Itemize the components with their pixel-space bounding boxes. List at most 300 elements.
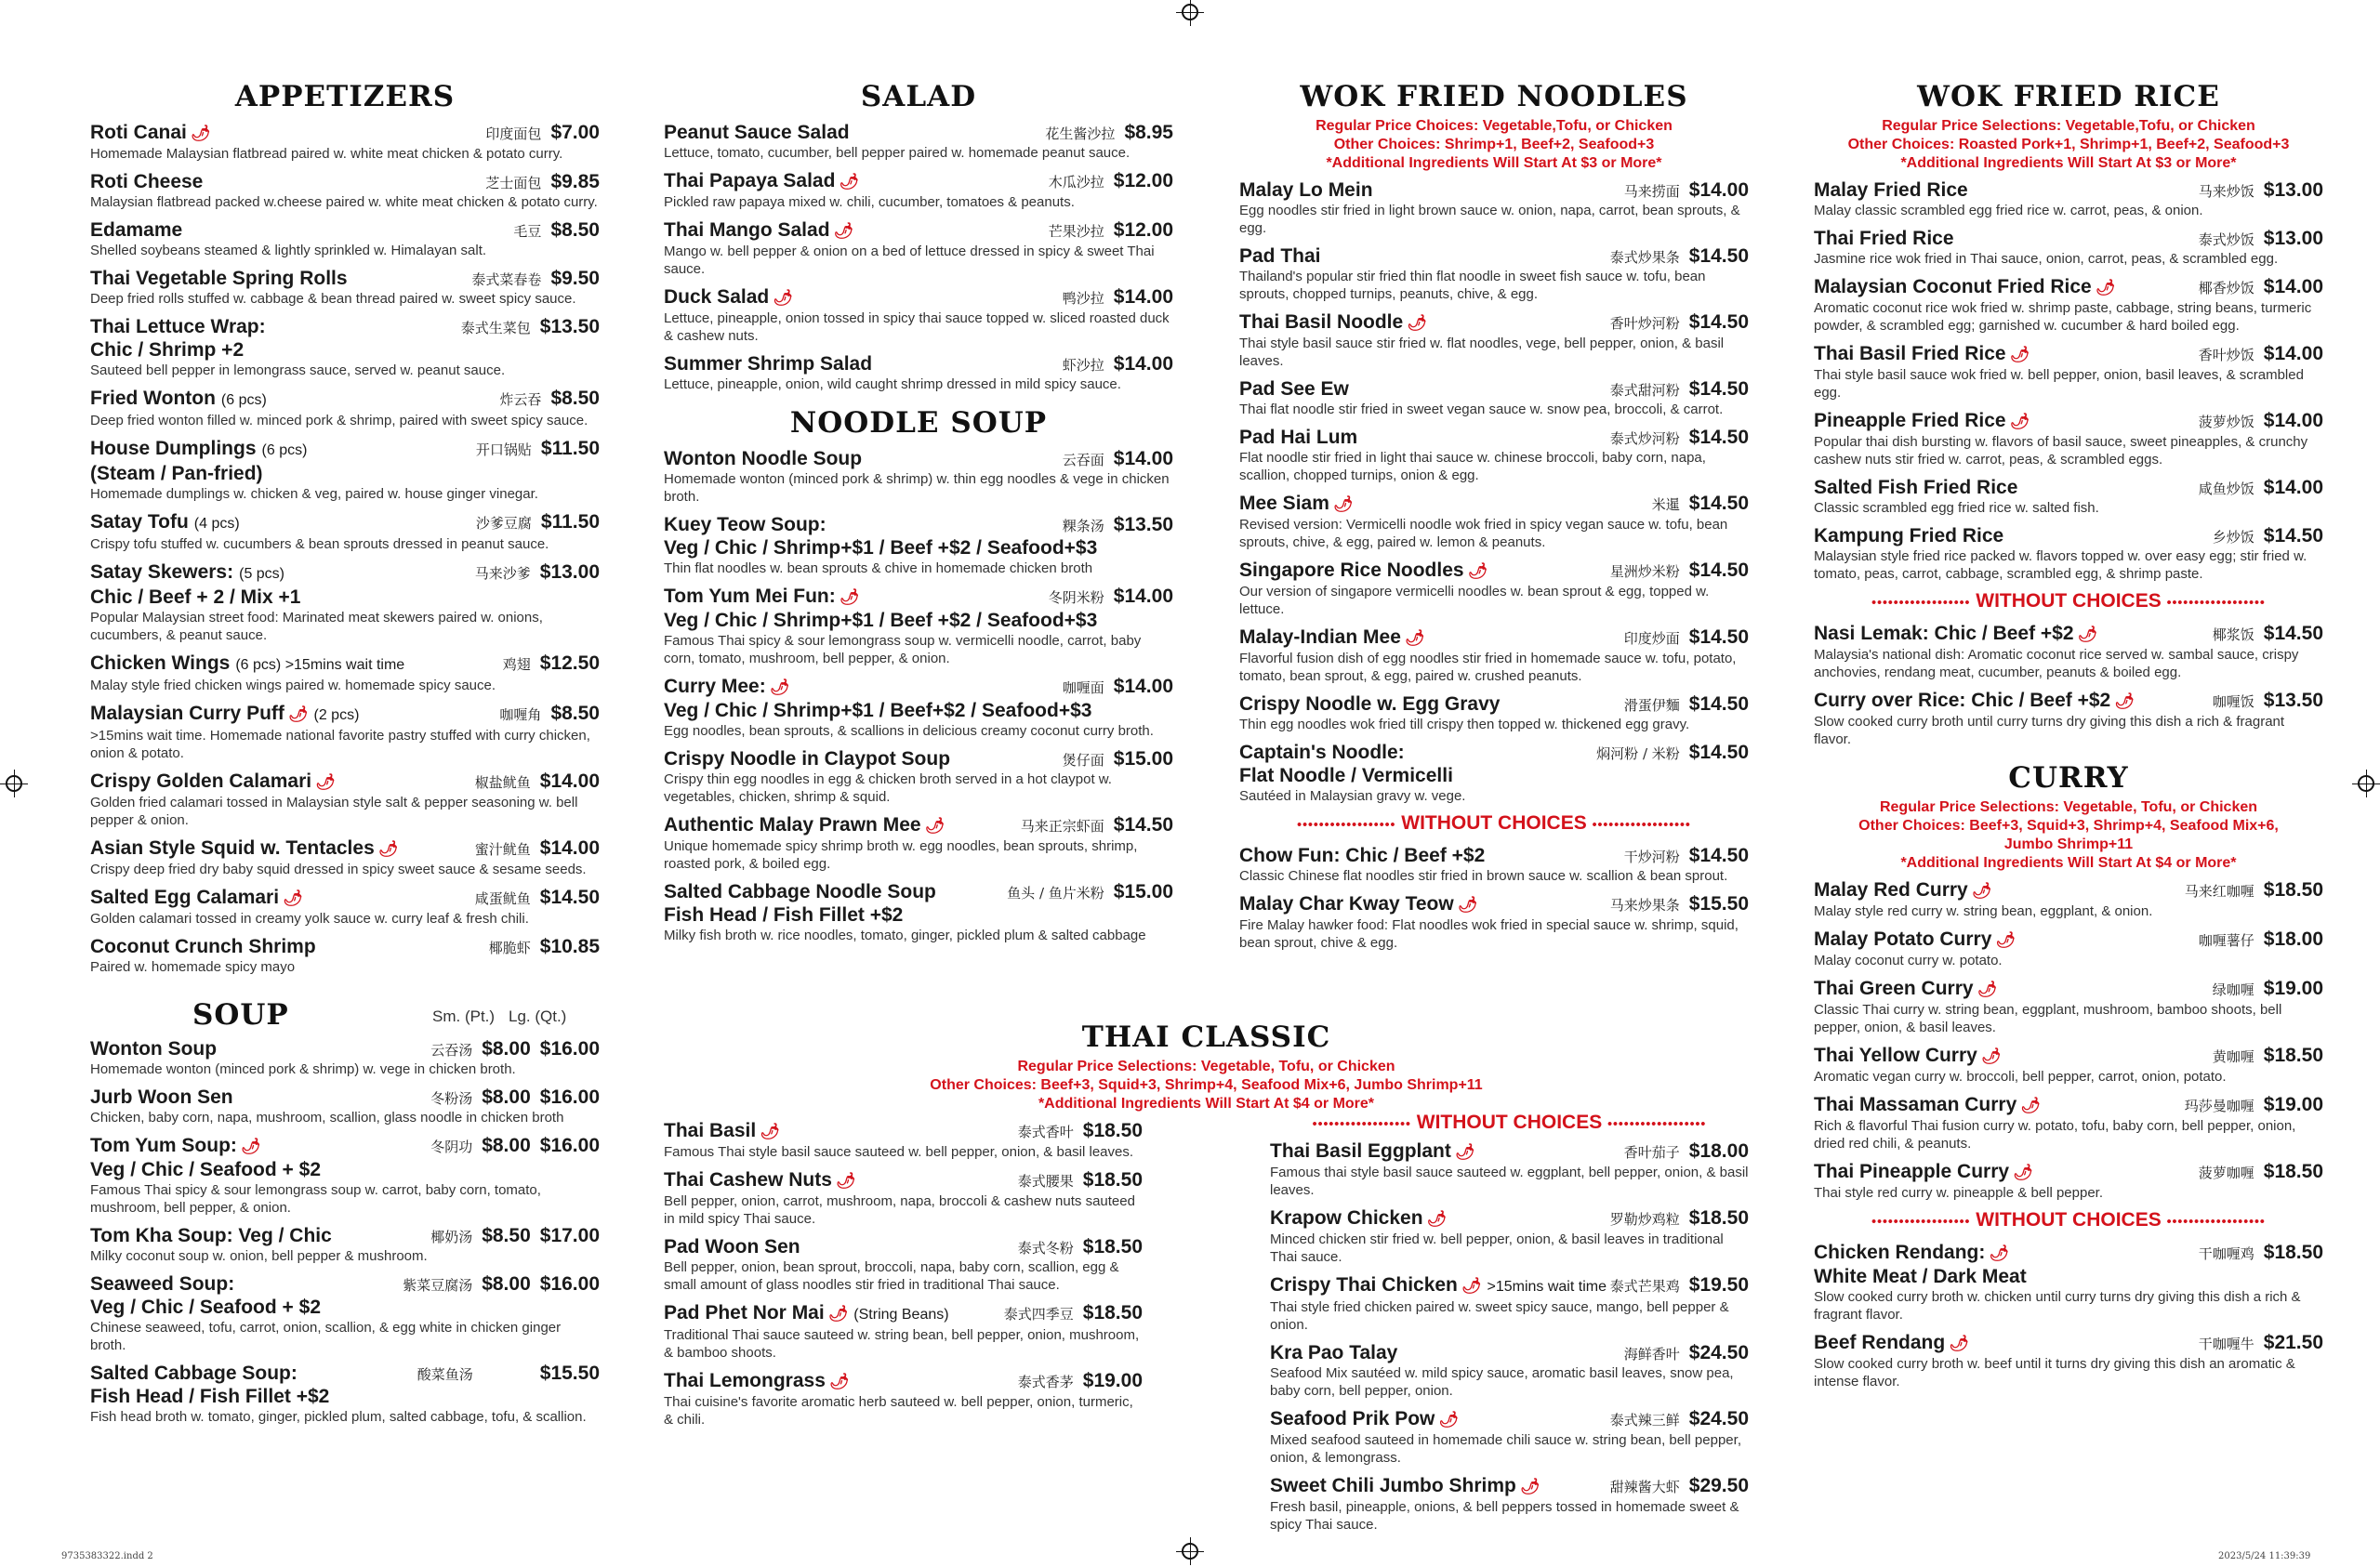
menu-item-row	[664, 675, 1173, 699]
menu-item-title	[1814, 524, 2213, 547]
menu-item-description: Deep fried rolls stuffed w. cabbage & bean thread paired w. sweet spicy sauce.	[90, 291, 576, 307]
menu-item-name: Kampung Fried Rice	[1814, 525, 2004, 546]
price-note-line: *Additional Ingredients Will Start At $4 or More*	[1900, 855, 2237, 871]
menu-item	[90, 170, 600, 211]
menu-item-price: $8.50	[550, 219, 600, 241]
chili-icon: 🌶	[1404, 629, 1425, 647]
menu-item-row	[664, 285, 1173, 309]
menu-item-title	[1239, 559, 1610, 583]
menu-item-name: Jurb Woon Sen	[90, 1086, 233, 1108]
menu-item-description: Crispy thin egg noodles in egg & chicken broth served in a hot claypot w. vegetables, chicken, shrimp & squid.	[664, 771, 1112, 805]
menu-item-price: $8.00	[482, 1135, 531, 1156]
menu-item-chinese-name: 干咖喱鸡	[2198, 1245, 2254, 1262]
menu-item-title	[664, 447, 1063, 470]
menu-item-description: Malay coconut curry w. potato.	[1814, 953, 2003, 968]
menu-item-price-large: $16.00	[539, 1086, 600, 1108]
menu-item-price: $14.00	[539, 837, 600, 859]
column-1	[90, 80, 600, 1439]
menu-item-chinese-name: 黄咖喱	[2212, 1048, 2254, 1065]
menu-item	[90, 770, 600, 829]
menu-item-row	[1814, 1160, 2323, 1184]
menu-item-name: Crispy Noodle w. Egg Gravy	[1239, 693, 1501, 715]
menu-item-name: Thai Yellow Curry	[1814, 1045, 1977, 1066]
menu-item-name: Authentic Malay Prawn Mee	[664, 814, 921, 836]
menu-item-row	[1814, 1331, 2323, 1355]
menu-item-price: $15.00	[1113, 748, 1173, 770]
chili-icon: 🌶	[190, 125, 211, 142]
menu-item-note: (4 pcs)	[193, 516, 240, 532]
menu-item	[664, 1119, 1143, 1161]
column-4	[1814, 80, 2323, 1403]
menu-item-title	[90, 437, 476, 462]
menu-item-price: $13.50	[1113, 514, 1173, 535]
menu-item-row	[1270, 1474, 1749, 1498]
registration-mark-top	[1182, 4, 1198, 20]
menu-item-description: Aromatic coconut rice wok fried w. shrimp paste, cabbage, string beans, turmeric powder, & scrambled egg; garnished w. cucumber & hard boiled egg.	[1814, 300, 2312, 334]
menu-item	[1814, 1044, 2323, 1086]
menu-item-price-large: $16.00	[539, 1038, 600, 1060]
chili-icon: 🌶	[240, 1138, 261, 1155]
menu-item-chinese-name: 冬粉汤	[430, 1090, 473, 1107]
price-notes	[1239, 117, 1749, 173]
menu-item-price: $14.50	[1688, 493, 1749, 514]
menu-item-price: $29.50	[1688, 1475, 1749, 1496]
menu-item-title	[1814, 1160, 2199, 1184]
price-note-line: *Additional Ingredients Will Start At $3 or More*	[1900, 155, 2237, 171]
menu-list	[90, 121, 600, 976]
without-choices-label: WITHOUT CHOICES	[1416, 1112, 1603, 1133]
menu-item-description: Famous Thai spicy & sour lemongrass soup w. carrot, baby corn, tomato, mushroom, bell pepper, & onion.	[90, 1182, 541, 1216]
menu-item-chinese-name: 菠萝炒饭	[2198, 414, 2254, 430]
menu-item-name: Nasi Lemak: Chic / Beef +$2	[1814, 623, 2074, 644]
menu-item	[664, 813, 1173, 873]
chili-icon: 🌶	[1995, 931, 2016, 949]
menu-item	[1270, 1474, 1749, 1534]
menu-item-chinese-name: 椰浆饭	[2212, 626, 2254, 643]
menu-item-description: Jasmine rice wok fried in Thai sauce, onion, carrot, peas, & scrambled egg.	[1814, 251, 2279, 267]
menu-item-chinese-name: 马来红咖喱	[2184, 883, 2254, 900]
menu-item-row	[1814, 878, 2323, 902]
chili-icon: 🌶	[1519, 1478, 1540, 1495]
menu-item-description: Mango w. bell pepper & onion on a bed of lettuce dressed in spicy & sweet Thai sauce.	[664, 244, 1155, 277]
menu-list	[1814, 622, 2323, 748]
menu-item-description: Golden fried calamari tossed in Malaysian style salt & pepper seasoning w. bell pepper & onion.	[90, 795, 578, 828]
menu-item-options: Chic / Shrimp +2	[90, 339, 245, 361]
menu-item-note: >15mins wait time	[1487, 1279, 1606, 1295]
menu-item-price: $9.85	[550, 171, 600, 192]
menu-item	[1270, 1206, 1749, 1266]
menu-item-options: Chic / Beef + 2 / Mix +1	[90, 586, 301, 608]
menu-item-description: Revised version: Vermicelli noodle wok fried in spicy vegan sauce w. tofu, bean sprouts, chive, & egg, paired w. lemon & peanuts.	[1239, 517, 1728, 550]
menu-item-row	[1270, 1139, 1749, 1164]
menu-item-price: $13.00	[2263, 179, 2323, 201]
registration-mark-bottom	[1182, 1543, 1198, 1560]
menu-item-price: $14.50	[1688, 378, 1749, 400]
menu-item-price: $13.00	[539, 561, 600, 583]
menu-item-price-large: $15.50	[539, 1363, 600, 1384]
thai-classic-right	[1270, 1112, 1749, 1541]
menu-list	[90, 1037, 600, 1426]
menu-item	[664, 1369, 1143, 1429]
menu-item-row	[90, 510, 600, 535]
menu-item-title	[664, 1369, 1018, 1393]
menu-item-chinese-name: 云吞面	[1062, 452, 1104, 468]
menu-item-chinese-name: 咸蛋鱿鱼	[474, 890, 531, 907]
menu-item-description: Chinese seaweed, tofu, carrot, onion, scallion, & egg white in chicken ginger broth.	[90, 1320, 562, 1353]
menu-item-title	[1239, 244, 1610, 268]
menu-item-price: $14.00	[539, 770, 600, 792]
menu-item-title	[1270, 1341, 1624, 1364]
menu-item-description: Flavorful fusion dish of egg noodles stir fried in homemade sauce w. tofu, potato, tomato, bean sprout, & egg, paired w. crushed peanuts.	[1239, 651, 1737, 684]
menu-item-name: Satay Skewers:	[90, 561, 234, 583]
menu-item	[664, 447, 1173, 506]
menu-item-price: $14.50	[1688, 427, 1749, 448]
section-title: THAI CLASSIC	[1081, 1021, 1331, 1054]
menu-item-chinese-name: 椰香炒饭	[2198, 280, 2254, 296]
menu-item-row	[664, 513, 1173, 536]
menu-item-row	[90, 121, 600, 145]
menu-item-row	[664, 1119, 1143, 1143]
price-note-line: Other Choices: Beef+3, Squid+3, Shrimp+4, Seafood Mix+6, Jumbo Shrimp+11	[930, 1077, 1483, 1093]
menu-item-description: Malay classic scrambled egg fried rice w. carrot, peas, & onion.	[1814, 203, 2203, 218]
chili-icon: 🌶	[827, 1305, 849, 1323]
without-choices-divider: •••••••••••••••••• WITHOUT CHOICES ••••••••••••••••••	[1312, 1112, 1707, 1133]
menu-item-name: Pad Woon Sen	[664, 1236, 800, 1258]
menu-item	[1239, 559, 1749, 618]
menu-item-price: $14.50	[1688, 626, 1749, 648]
menu-item-description: Aromatic vegan curry w. broccoli, bell pepper, carrot, onion, potato.	[1814, 1069, 2227, 1085]
menu-item-title	[1270, 1206, 1610, 1231]
menu-item	[664, 1301, 1143, 1362]
menu-item-description: Sauteed bell pepper in lemongrass sauce, served w. peanut sauce.	[90, 362, 506, 378]
menu-item-row	[664, 218, 1173, 243]
menu-item-row	[90, 702, 600, 727]
menu-item-chinese-name: 咖喱角	[499, 706, 542, 723]
menu-item-price: $18.50	[2263, 1242, 2323, 1263]
menu-item-chinese-name: 咖喱面	[1062, 679, 1104, 696]
price-note-line: Jumbo Shrimp+11	[2003, 836, 2134, 852]
menu-item-chinese-name: 酸菜鱼汤	[416, 1366, 473, 1383]
menu-item-price: $18.50	[1082, 1169, 1143, 1191]
menu-item-chinese-name: 滑蛋伊麵	[1623, 697, 1680, 714]
menu-item-price: $19.00	[2263, 978, 2323, 999]
menu-item-name: Duck Salad	[664, 286, 770, 308]
menu-item-name: Kuey Teow Soup:	[664, 514, 826, 535]
menu-item-title	[1814, 1331, 2199, 1355]
menu-item-chinese-name: 印度炒面	[1623, 630, 1680, 647]
menu-item-description: Bell pepper, onion, bean sprout, broccoli, napa, baby corn, scallion, egg & small amount of glass noodles stir fried in traditional Thai sauce.	[664, 1259, 1119, 1293]
menu-item	[90, 886, 600, 928]
menu-item-chinese-name: 鸭沙拉	[1062, 290, 1104, 307]
menu-item-name: Malay Red Curry	[1814, 879, 1968, 901]
chili-icon: 🌶	[2009, 413, 2030, 430]
menu-item-price: $18.50	[1082, 1302, 1143, 1323]
section-title: WOK FRIED NOODLES	[1300, 80, 1688, 113]
chili-icon: 🌶	[2095, 279, 2116, 296]
menu-item	[1239, 625, 1749, 685]
menu-item-name: Thai Basil	[664, 1120, 757, 1141]
chili-icon: 🌶	[1971, 882, 1992, 900]
menu-item-title	[664, 352, 1063, 375]
menu-item-description: Famous thai style basil sauce sauteed w. eggplant, bell pepper, onion, & basil leaves.	[1270, 1165, 1749, 1198]
menu-item-title	[1814, 689, 2213, 713]
menu-item-name: Seaweed Soup:	[90, 1273, 235, 1295]
menu-item-name: Salted Cabbage Noodle Soup	[664, 881, 936, 902]
menu-item-row	[90, 1272, 600, 1296]
menu-item-name: Malay Lo Mein	[1239, 179, 1373, 201]
menu-item-row	[664, 1168, 1143, 1192]
menu-item-description: Classic Chinese flat noodles stir fried in brown sauce w. scallion & bean sprout.	[1239, 868, 1728, 884]
menu-item-row	[664, 813, 1173, 837]
menu-item	[1814, 1241, 2323, 1323]
menu-item-description: Thai style fried chicken paired w. sweet spicy sauce, mango, bell pepper & onion.	[1270, 1299, 1729, 1333]
menu-item-chinese-name: 海鲜香叶	[1623, 1346, 1680, 1363]
menu-item-description: Shelled soybeans steamed & lightly sprinkled w. Himalayan salt.	[90, 243, 487, 258]
menu-item-price: $13.50	[2263, 690, 2323, 711]
menu-item	[90, 935, 600, 976]
menu-item-price: $14.00	[2263, 276, 2323, 297]
menu-item-row	[1239, 892, 1749, 916]
menu-item-row	[1814, 409, 2323, 433]
menu-item-chinese-name: 泰式冬粉	[1017, 1240, 1074, 1257]
menu-item-description: Pickled raw papaya mixed w. chili, cucumber, tomatoes & peanuts.	[664, 194, 1075, 210]
menu-item-chinese-name: 椒盐鱿鱼	[474, 774, 531, 791]
menu-item-description: Rich & flavorful Thai fusion curry w. potato, tofu, baby corn, bell pepper, onion, dried red chili, & peanuts.	[1814, 1118, 2296, 1152]
menu-item-title	[1270, 1407, 1610, 1431]
menu-item-chinese-name: 泰式菜春卷	[471, 271, 542, 288]
menu-item-title	[90, 560, 475, 586]
menu-item-name: Coconut Crunch Shrimp	[90, 936, 316, 957]
menu-item-title	[1270, 1139, 1624, 1164]
menu-item-description: Fire Malay hawker food: Flat noodles wok fried in special sauce w. shrimp, squid, bean sprout, chive & egg.	[1239, 917, 1739, 951]
menu-item	[90, 652, 600, 694]
menu-item-price-large: $16.00	[539, 1273, 600, 1295]
menu-item-description: Egg noodles stir fried in light brown sauce w. onion, napa, carrot, bean sprouts, & egg.	[1239, 203, 1740, 236]
menu-item-description: Thin flat noodles w. bean sprouts & chive in homemade chicken broth	[664, 560, 1093, 576]
menu-list	[1814, 178, 2323, 583]
menu-item-chinese-name: 泰式香叶	[1017, 1124, 1074, 1140]
menu-item-chinese-name: 菠萝咖喱	[2198, 1165, 2254, 1181]
menu-item-row	[90, 770, 600, 794]
menu-item-price: $8.00	[482, 1273, 531, 1295]
thai-classic-left	[664, 1119, 1143, 1541]
menu-item-price: $11.50	[540, 511, 600, 533]
menu-item-options: Veg / Chic / Seafood + $2	[90, 1159, 322, 1180]
menu-item	[1239, 426, 1749, 484]
menu-item-name: Crispy Thai Chicken	[1270, 1274, 1458, 1296]
menu-item-title	[1814, 409, 2199, 433]
menu-item-title	[1239, 844, 1624, 867]
without-choices-label: WITHOUT CHOICES	[1976, 590, 2162, 612]
menu-item-name: Kra Pao Talay	[1270, 1342, 1398, 1363]
menu-item-title	[1814, 1044, 2213, 1068]
menu-item	[664, 218, 1173, 278]
menu-list	[664, 447, 1173, 944]
menu-item-title	[1814, 275, 2199, 299]
menu-item	[664, 1235, 1143, 1294]
menu-item-name: Salted Egg Calamari	[90, 887, 280, 908]
menu-item-title	[90, 387, 499, 412]
menu-item-name: Salted Fish Fried Rice	[1814, 477, 2018, 498]
menu-item-chinese-name: 印度面包	[485, 125, 542, 142]
menu-item-name: Roti Canai	[90, 122, 187, 143]
menu-item-title	[1270, 1474, 1610, 1498]
menu-item-chinese-name: 玛莎曼咖喱	[2184, 1098, 2254, 1114]
menu-item	[1270, 1273, 1749, 1334]
menu-item-title	[664, 1301, 1004, 1326]
menu-item-name: Pad See Ew	[1239, 378, 1349, 400]
menu-item-description: Mixed seafood sauteed in homemade chili sauce w. string bean, bell pepper, onion, & lemongrass.	[1270, 1432, 1741, 1466]
menu-item-row	[90, 886, 600, 910]
menu-list	[1814, 1241, 2323, 1390]
menu-item	[90, 1224, 600, 1265]
chili-icon: 🌶	[839, 588, 860, 606]
menu-item-row	[1814, 227, 2323, 250]
menu-item-row	[90, 1362, 600, 1385]
menu-item-name: Malay Char Kway Teow	[1239, 893, 1454, 915]
menu-item-chinese-name: 马来捞面	[1623, 183, 1680, 200]
menu-item	[1239, 178, 1749, 237]
menu-item-description: Lettuce, pineapple, onion tossed in spicy thai sauce topped w. sliced roasted duck & cashew nuts.	[664, 310, 1170, 344]
menu-item-price: $15.50	[1688, 893, 1749, 915]
menu-item-price: $14.00	[2263, 477, 2323, 498]
menu-item-chinese-name: 椰脆虾	[488, 940, 531, 956]
menu-item-name: Thai Cashew Nuts	[664, 1169, 832, 1191]
menu-item-name: Thai Massaman Curry	[1814, 1094, 2017, 1115]
menu-item-chinese-name: 炸云吞	[499, 391, 542, 408]
menu-item-title	[1814, 928, 2199, 952]
menu-item-description: Malaysia's national dish: Aromatic coconut rice served w. sambal sauce, crispy anchovies, rendang meat, cucumber, peanuts & boiled egg.	[1814, 647, 2299, 680]
menu-item-description: Lettuce, pineapple, onion, wild caught shrimp dressed in mild spicy sauce.	[664, 376, 1121, 392]
menu-item-chinese-name: 干炒河粉	[1623, 849, 1680, 865]
without-choices-label: WITHOUT CHOICES	[1976, 1209, 2162, 1231]
menu-item-title	[90, 218, 513, 242]
price-note-line: Regular Price Selections: Vegetable, Tofu, or Chicken	[1017, 1059, 1395, 1074]
menu-item-name: Tom Yum Mei Fun:	[664, 586, 836, 607]
menu-item-description: Traditional Thai sauce sauteed w. string bean, bell pepper, onion, mushroom, & bamboo shoots.	[664, 1327, 1140, 1361]
menu-item	[664, 1168, 1143, 1228]
menu-item	[1814, 1160, 2323, 1202]
menu-item-row	[664, 880, 1173, 903]
soup-header	[90, 998, 600, 1032]
menu-item-chinese-name: 香叶炒饭	[2198, 347, 2254, 363]
menu-item-options: Veg / Chic / Seafood + $2	[90, 1297, 322, 1318]
price-note-line: Other Choices: Beef+3, Squid+3, Shrimp+4, Seafood Mix+6,	[1858, 818, 2279, 834]
chili-icon: 🌶	[1407, 314, 1427, 332]
menu-item-options: (Steam / Pan-fried)	[90, 463, 263, 484]
menu-item-chinese-name: 咖喱饭	[2212, 693, 2254, 710]
chili-icon: 🌶	[2009, 346, 2030, 363]
menu-item-name: Summer Shrimp Salad	[664, 353, 873, 375]
menu-item-chinese-name: 咖喱薯仔	[2198, 932, 2254, 949]
menu-item	[664, 169, 1173, 211]
menu-item-title	[90, 1272, 403, 1296]
menu-item-title	[1239, 426, 1610, 449]
menu-item-title	[90, 121, 485, 145]
menu-item	[1814, 476, 2323, 517]
menu-item	[1814, 178, 2323, 219]
menu-item-title	[1814, 977, 2213, 1001]
menu-item-description: Minced chicken stir fried w. bell pepper, onion, & basil leaves in traditional Thai sauce.	[1270, 1231, 1724, 1265]
menu-item-name: Chow Fun: Chic / Beef +$2	[1239, 845, 1486, 866]
salad-section	[664, 80, 1173, 393]
menu-item	[1239, 741, 1749, 805]
menu-item-title	[1814, 476, 2199, 499]
menu-item-title	[664, 585, 1049, 609]
menu-item-title	[90, 1086, 430, 1109]
menu-item	[90, 218, 600, 259]
menu-item	[1814, 977, 2323, 1036]
menu-item-chinese-name: 鱼头 / 鱼片米粉	[1007, 885, 1104, 902]
menu-item-name: Crispy Golden Calamari	[90, 770, 312, 792]
menu-item-description: Fresh basil, pineapple, onions, & bell peppers tossed in homemade sweet & spicy Thai sauce.	[1270, 1499, 1739, 1533]
menu-item-title	[90, 935, 489, 958]
chili-icon: 🌶	[2020, 1097, 2041, 1114]
menu-item-description: Thai style red curry w. pineapple & bell pepper.	[1814, 1185, 2104, 1201]
menu-item-row	[1814, 524, 2323, 547]
menu-item-title	[90, 1362, 417, 1385]
menu-item-name: Thai Basil Eggplant	[1270, 1140, 1451, 1162]
menu-item-chinese-name: 马来正宗虾面	[1020, 818, 1104, 835]
menu-item	[1270, 1341, 1749, 1400]
menu-item-title	[1239, 692, 1624, 716]
price-notes	[1814, 117, 2323, 173]
menu-item-row	[1814, 275, 2323, 299]
menu-item	[1239, 492, 1749, 551]
menu-item-title	[664, 813, 1021, 837]
menu-item-options: Flat Noodle / Vermicelli	[1239, 765, 1453, 786]
menu-item-title	[90, 836, 475, 861]
menu-item-note: (5 pcs)	[239, 566, 285, 582]
menu-item-chinese-name: 焖河粉 / 米粉	[1596, 745, 1680, 762]
menu-item-row	[1814, 178, 2323, 202]
menu-item-note: (6 pcs)	[220, 392, 267, 408]
menu-item-price: $8.95	[1124, 122, 1173, 143]
menu-item-description: Homemade dumplings w. chicken & veg, paired w. house ginger vinegar.	[90, 486, 538, 502]
menu-item-row	[90, 1134, 600, 1158]
menu-item-note: (6 pcs) >15mins wait time	[235, 657, 405, 673]
menu-item-row	[1239, 178, 1749, 202]
menu-item-chinese-name: 毛豆	[513, 223, 542, 240]
menu-item-description: Slow cooked curry broth w. beef until it turns dry giving this dish an aromatic & intense flavor.	[1814, 1356, 2295, 1389]
menu-item	[1270, 1407, 1749, 1467]
menu-item-price: $8.00	[482, 1038, 531, 1060]
menu-item-price: $8.50	[550, 388, 600, 409]
menu-item-price: $18.50	[2263, 1045, 2323, 1066]
column-3	[1239, 80, 1749, 965]
section-title: NOODLE SOUP	[789, 406, 1048, 440]
without-choices-label: WITHOUT CHOICES	[1401, 812, 1587, 834]
menu-item	[1239, 892, 1749, 952]
menu-item-title	[1814, 622, 2213, 646]
menu-item-name: Malay Potato Curry	[1814, 928, 1992, 950]
menu-item-row	[90, 315, 600, 338]
menu-item-name: Singapore Rice Noodles	[1239, 560, 1464, 581]
menu-item-description: Slow cooked curry broth until curry turns dry giving this dish a rich & fragrant flavor.	[1814, 714, 2285, 747]
menu-item-row	[90, 267, 600, 290]
menu-item	[664, 513, 1173, 577]
price-note-line: Regular Price Choices: Vegetable,Tofu, or Chicken	[1316, 118, 1673, 134]
menu-item	[664, 747, 1173, 806]
menu-item-title	[664, 169, 1049, 193]
menu-item-chinese-name: 煲仔面	[1062, 752, 1104, 769]
menu-item-name: Edamame	[90, 219, 183, 241]
menu-item-chinese-name: 云吞汤	[430, 1042, 473, 1059]
menu-list	[664, 1119, 1143, 1429]
menu-item-price: $18.50	[1082, 1120, 1143, 1141]
menu-item-chinese-name: 泰式生菜包	[460, 320, 531, 336]
menu-item-price: $24.50	[1688, 1408, 1749, 1429]
